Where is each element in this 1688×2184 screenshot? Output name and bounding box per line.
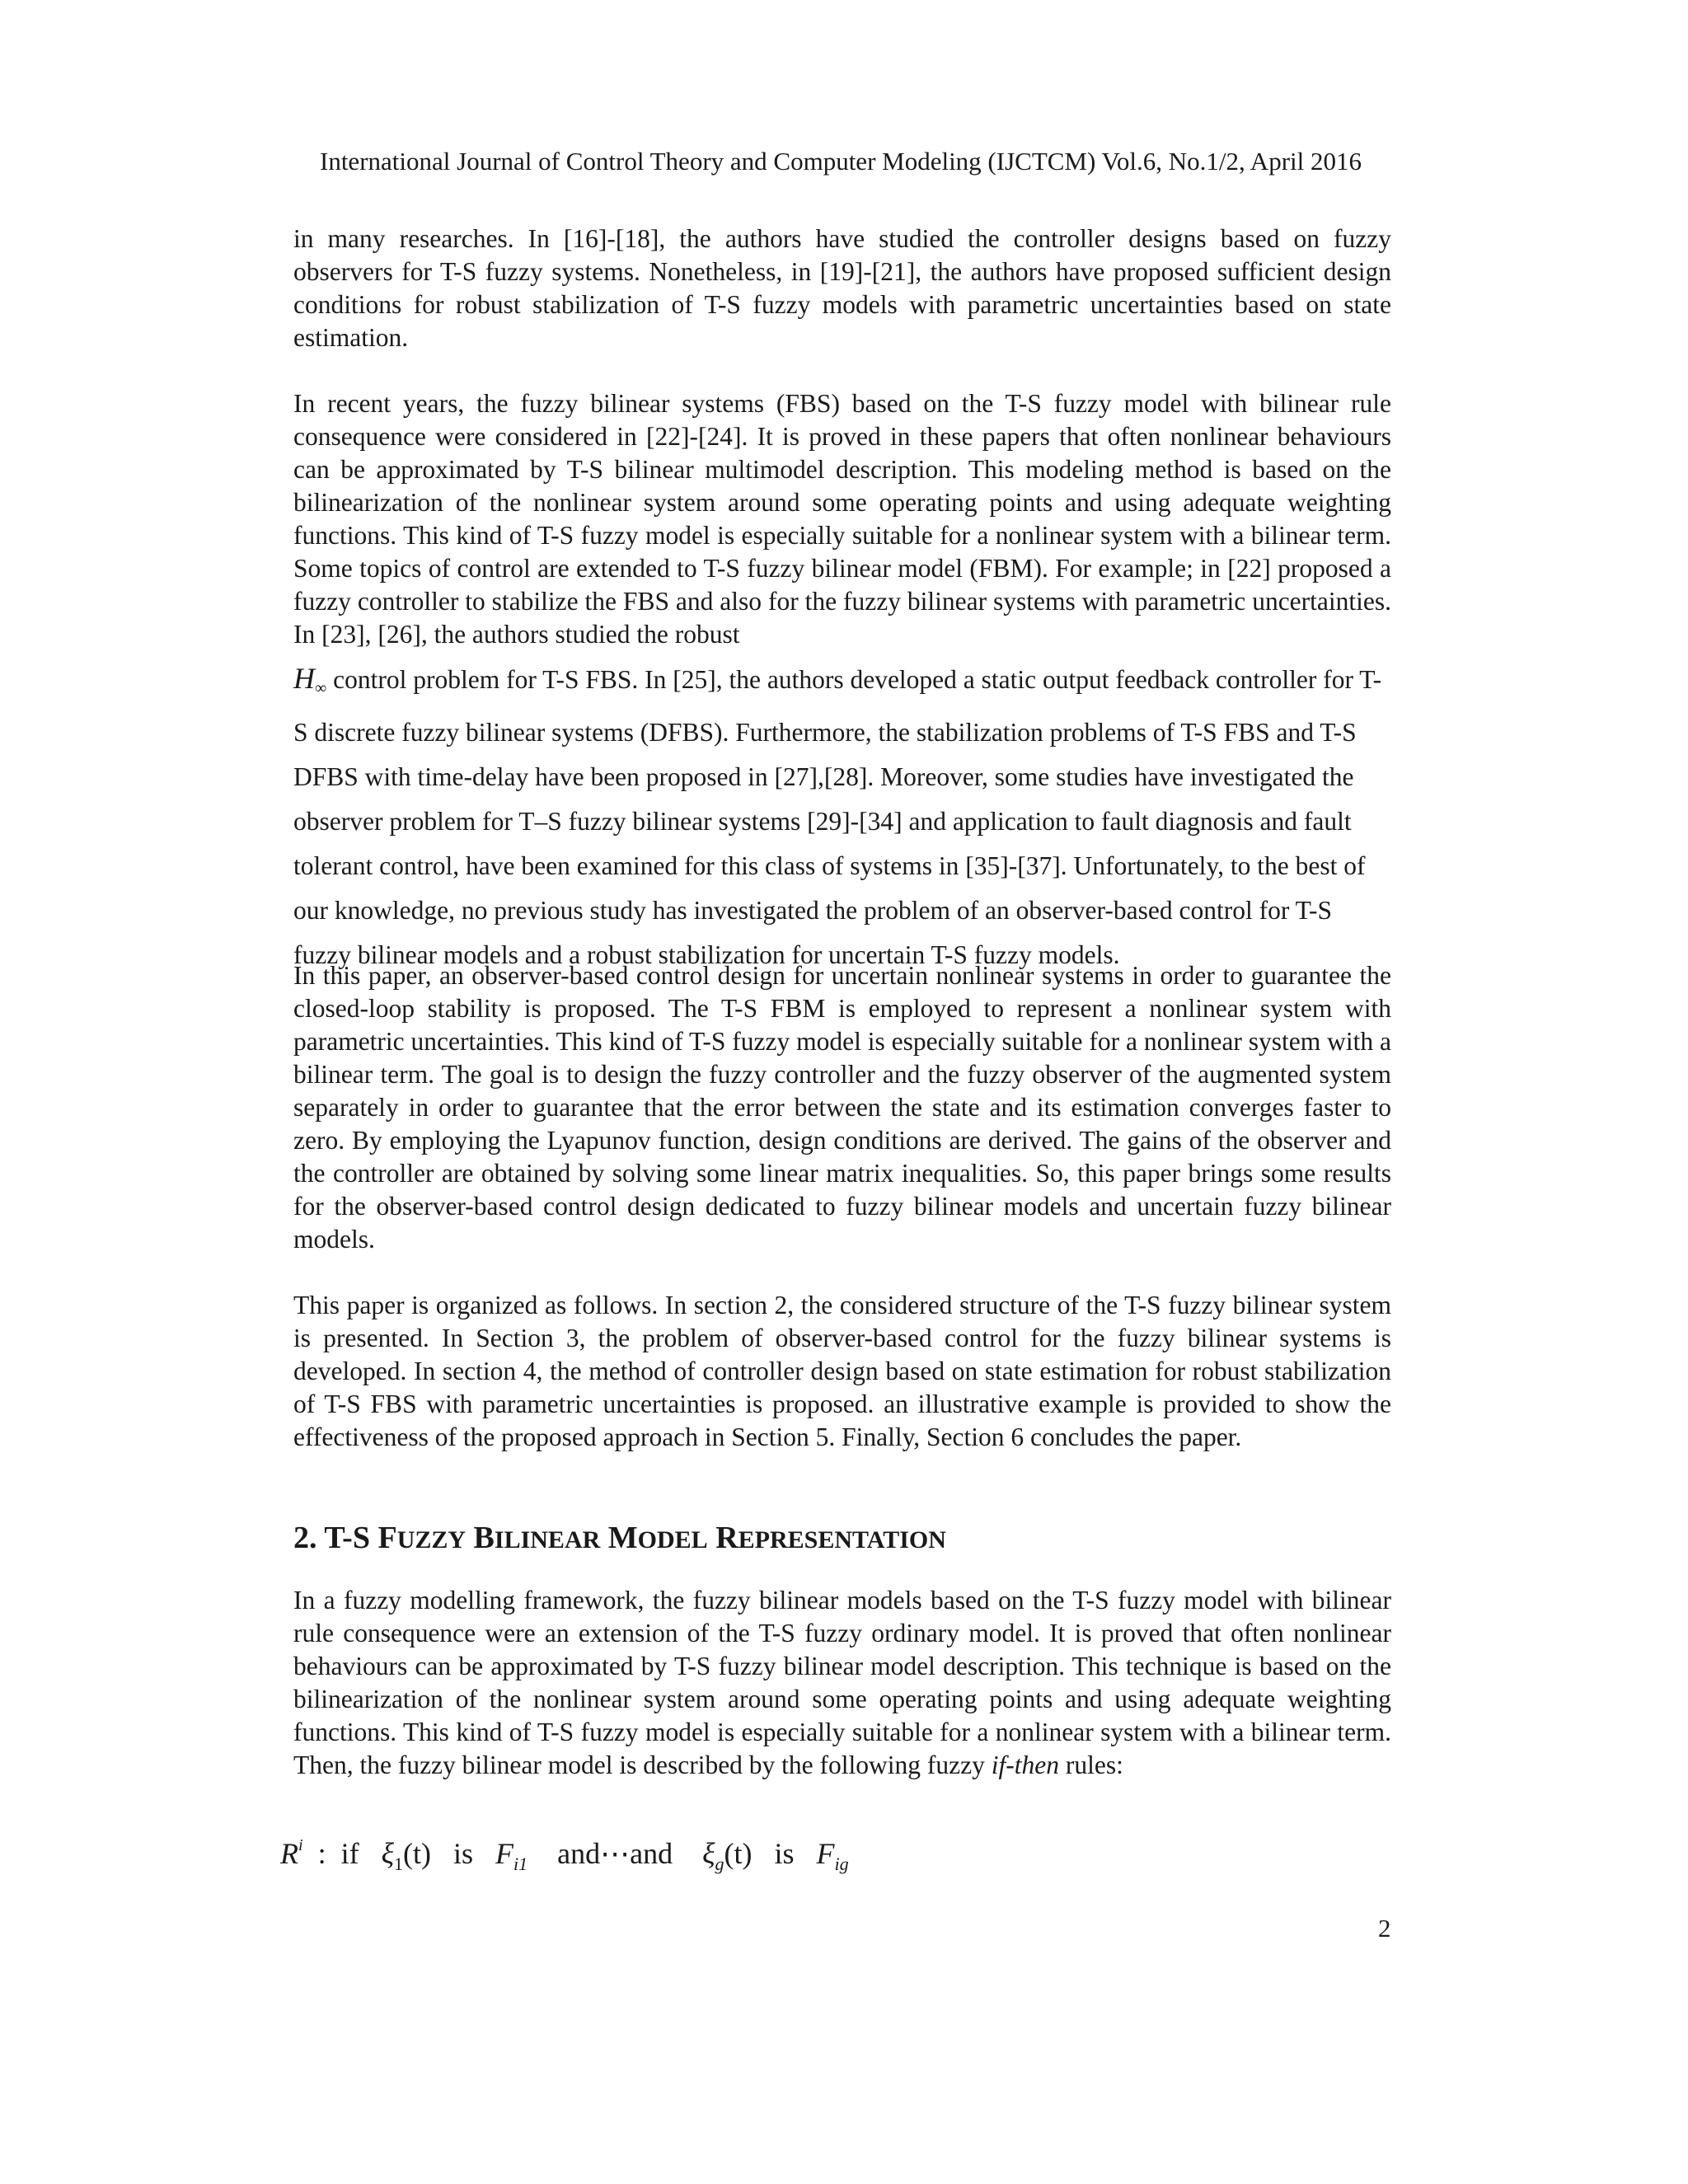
rule-if: if [340,1837,359,1870]
rule-F-1: F [495,1837,513,1870]
section-number: 2. [293,1521,317,1555]
journal-header: International Journal of Control Theory and Computer Modeling (IJCTCM) Vol.6, No.1/2, April 2016 [320,147,1362,176]
infinity-subscript: ∞ [315,679,327,697]
rule-F-g-subscript: ig [834,1854,849,1874]
rule-t-1: (t) [403,1837,431,1870]
if-then-italic: if-then [991,1750,1059,1779]
h-infinity-symbol: H [293,662,315,695]
paragraph-1: in many researches. In [16]-[18], the authors have studied the controller designs based on fuzzy observers for T-S fuzzy systems. Nonetheless, in [19]-[21], the authors have proposed sufficient design conditions for robust stabilization of T-S fuzzy models with parametric uncertainties based on state estimation. [293,224,1391,352]
paragraph-5 [293,1584,1391,1782]
heading-word-bilinear-rest: ILINEAR [494,1526,601,1554]
paragraph-5-part-a: In a fuzzy modelling framework, the fuzzy bilinear models based on the T-S fuzzy model with bilinear rule consequence were an extension of the T-S fuzzy ordinary model. It is proved that often nonlinear behaviours can be approximated by T-S fuzzy bilinear model description. This technique is based on the bilinearization of the nonlinear system around some operating points and using adequate weighting functions. This kind of T-S fuzzy model is especially suitable for a nonlinear system with a bilinear term. Then, the fuzzy bilinear model is described by the following fuzzy [293,1586,1391,1779]
section-heading [293,1520,946,1556]
rule-xi-g-subscript: g [715,1854,724,1874]
h-infinity-line [293,656,1391,969]
paragraph-3: In this paper, an observer-based control design for uncertain nonlinear systems in order to guarantee the closed-loop stability is proposed. The T-S FBM is employed to represent a nonlinear system with parametric uncertainties. This kind of T-S fuzzy model is especially suitable for a nonlinear system with a bilinear term. The goal is to design the fuzzy controller and the fuzzy observer of the augmented system separately in order to guarantee that the error between the state and its estimation converges faster to zero. By employing the Lyapunov function, design conditions are derived. The gains of the observer and the controller are obtained by solving some linear matrix inequalities. So, this paper brings some results for the observer-based control design dedicated to fuzzy bilinear models and uncertain fuzzy bilinear models. [293,961,1391,1254]
paragraph-2-part-a: In recent years, the fuzzy bilinear systems (FBS) based on the T-S fuzzy model with bilinear rule consequence were considered in [22]-[24]. It is proved in these papers that often nonlinear behaviours can be approximated by T-S bilinear multimodel description. This modeling method is based on the bilinearization of the nonlinear system around some operating points and using adequate weighting functions. This kind of T-S fuzzy model is especially suitable for a nonlinear system with a bilinear term. Some topics of control are extended to T-S fuzzy bilinear model (FBM). For example; in [22] proposed a fuzzy controller to stabilize the FBS and also for the fuzzy bilinear systems with parametric uncertainties. In [23], [26], the authors studied the robust [293,389,1391,649]
heading-word-fuzzy-cap: T-S F [324,1521,397,1555]
paragraph-5-part-b: rules: [1065,1750,1123,1779]
heading-word-representation-cap: R [715,1521,738,1555]
rule-R: R [280,1837,298,1870]
heading-word-representation-rest: EPRESENTATION [738,1526,946,1554]
heading-word-model-cap: M [607,1521,638,1555]
rule-F-g: F [816,1837,835,1870]
rule-is-g: is [774,1837,795,1870]
page-number: 2 [1378,1914,1391,1943]
heading-word-fuzzy-rest: UZZY [396,1526,467,1554]
heading-word-bilinear-cap: B [473,1521,495,1555]
heading-word-model-rest: ODEL [637,1526,708,1554]
rule-R-superscript: i [298,1836,303,1854]
rule-and-and: and⋯and [557,1837,673,1870]
rule-xi-1-subscript: 1 [394,1854,403,1874]
rule-xi-1: ξ [381,1837,394,1870]
fuzzy-rule-equation [280,1836,849,1875]
paragraph-4: This paper is organized as follows. In section 2, the considered structure of the T-S fuzzy bilinear system is presented. In Section 3, the problem of observer-based control for the fuzzy bilinear systems is developed. In section 4, the method of controller design based on state estimation for robust stabilization of T-S FBS with parametric uncertainties is proposed. an illustrative example is provided to show the effectiveness of the proposed approach in Section 5. Finally, Section 6 concludes the paper. [293,1291,1391,1451]
rule-colon: : [317,1837,326,1870]
paragraph-2 [293,387,1391,969]
rule-is-1: is [452,1837,473,1870]
rule-t-g: (t) [724,1837,753,1870]
rule-F-1-subscript: i1 [513,1854,528,1874]
rule-xi-g: ξ [702,1837,715,1870]
paragraph-2-part-b: control problem for T-S FBS. In [25], the authors developed a static output feedback controller for T-S discrete fuzzy bilinear systems (DFBS). Furthermore, the stabilization problems of T-S FBS and T-S DFBS with time-delay have been proposed in [27],[28]. Moreover, some studies have investigated the observer problem for T–S fuzzy bilinear systems [29]-[34] and application to fault diagnosis and fault tolerant control, have been examined for this class of systems in [35]-[37]. Unfortunately, to the best of our knowledge, no previous study has investigated the problem of an observer-based control for T-S fuzzy bilinear models and a robust stabilization for uncertain T-S fuzzy models. [293,665,1382,969]
